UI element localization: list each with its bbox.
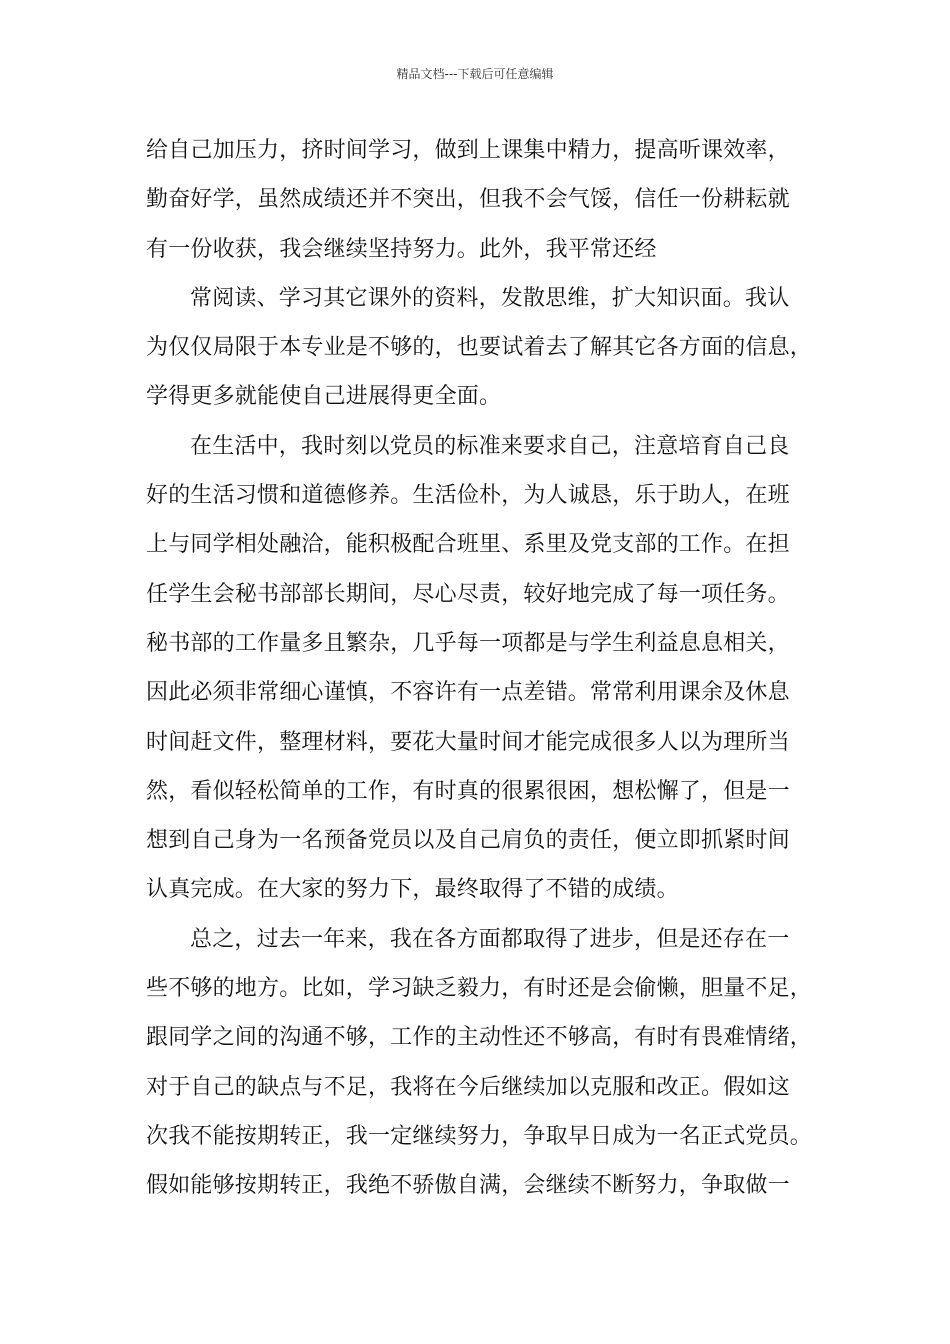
text-line: 时间赶文件，整理材料，要花大量时间才能完成很多人以为理所当 — [146, 729, 790, 755]
paragraph-first-line: 在生活中，我时刻以党员的标准来要求自己，注意培育自己良 — [190, 433, 790, 459]
text-line: 然，看似轻松简单的工作，有时真的很累很困，想松懈了，但是一 — [146, 778, 790, 804]
text-line: 些不够的地方。比如，学习缺乏毅力，有时还是会偷懒，胆量不足， — [146, 976, 813, 1002]
text-line: 给自己加压力，挤时间学习，做到上课集中精力，提高听课效率， — [146, 138, 790, 163]
page-header: 精品文档---下载后可任意编辑 — [396, 67, 554, 81]
body-text — [146, 126, 826, 1211]
text-line: 学得更多就能使自己进展得更全面。 — [146, 384, 502, 410]
paragraph-first-line: 常阅读、学习其它课外的资料，发散思维，扩大知识面。我认 — [190, 285, 790, 311]
text-line: 上与同学相处融洽，能积极配合班里、系里及党支部的工作。在担 — [146, 532, 790, 558]
text-line: 任学生会秘书部部长期间，尽心尽责，较好地完成了每一项任务。 — [146, 581, 790, 607]
text-line: 认真完成。在大家的努力下，最终取得了不错的成绩。 — [146, 877, 679, 903]
text-line: 次我不能按期转正，我一定继续努力，争取早日成为一名正式党员。 — [146, 1123, 813, 1149]
text-line: 因此必须非常细心谨慎，不容许有一点差错。常常利用课余及休息 — [146, 680, 790, 706]
text-line: 勤奋好学，虽然成绩还并不突出，但我不会气馁，信任一份耕耘就 — [146, 187, 790, 213]
text-line: 对于自己的缺点与不足，我将在今后继续加以克服和改正。假如这 — [146, 1074, 790, 1100]
text-line: 跟同学之间的沟通不够，工作的主动性还不够高，有时有畏难情绪， — [146, 1025, 813, 1051]
text-line: 秘书部的工作量多且繁杂，几乎每一项都是与学生利益息息相关， — [146, 630, 790, 656]
text-line: 好的生活习惯和道德修养。生活俭朴，为人诚恳，乐于助人，在班 — [146, 483, 790, 509]
text-line: 有一份收获，我会继续坚持努力。此外，我平常还经 — [146, 236, 657, 262]
text-line: 为仅仅局限于本专业是不够的，也要试着去了解其它各方面的信息， — [146, 335, 813, 361]
text-line: 想到自己身为一名预备党员以及自己肩负的责任，便立即抓紧时间 — [146, 828, 790, 854]
text-line: 假如能够按期转正，我绝不骄傲自满，会继续不断努力，争取做一 — [146, 1173, 790, 1199]
paragraph-first-line: 总之，过去一年来，我在各方面都取得了进步，但是还存在一 — [190, 926, 790, 952]
